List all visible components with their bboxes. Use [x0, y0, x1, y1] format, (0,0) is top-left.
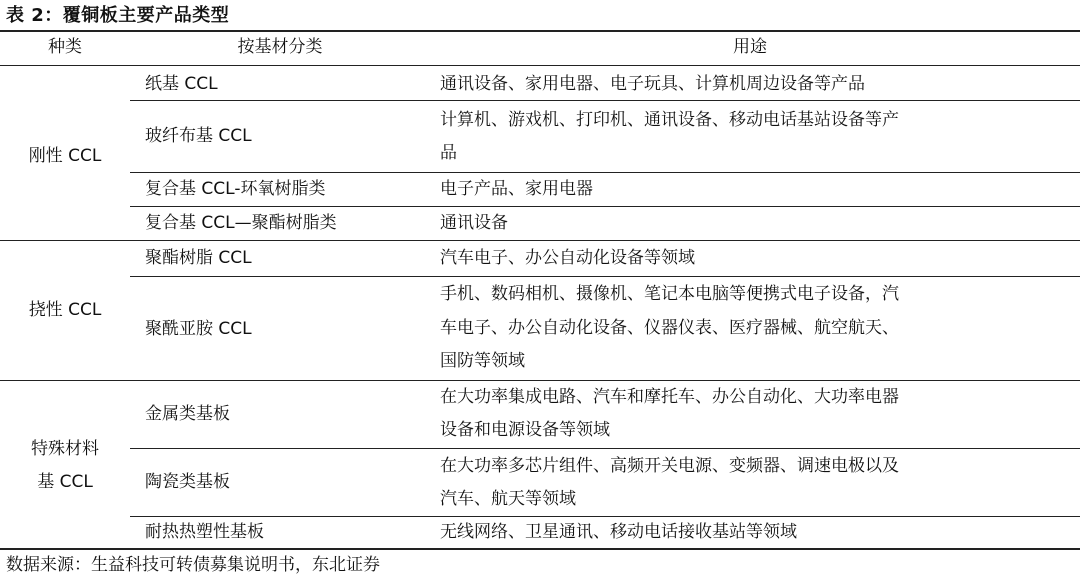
data-source-note: 数据来源：生益科技可转债募集说明书，东北证券: [6, 555, 380, 575]
usage-composite-polyester: 通讯设备: [440, 213, 508, 233]
usage-ceramic-line2: 汽车、航天等领域: [440, 489, 576, 509]
row-divider: [130, 516, 1080, 517]
header-substrate: 按基材分类: [237, 37, 323, 57]
substrate-ceramic: 陶瓷类基板: [145, 472, 230, 492]
row-divider: [130, 448, 1080, 449]
substrate-composite-epoxy: 复合基 CCL-环氧树脂类: [145, 179, 326, 199]
usage-composite-epoxy: 电子产品、家用电器: [440, 179, 593, 199]
group-divider: [0, 380, 1080, 381]
usage-paper: 通讯设备、家用电器、电子玩具、计算机周边设备等产品: [440, 74, 865, 94]
usage-ceramic-line1: 在大功率多芯片组件、高频开关电源、变频器、调速电极以及: [440, 456, 899, 476]
usage-metal-line2: 设备和电源设备等领域: [440, 420, 610, 440]
table-top-rule: [0, 30, 1080, 32]
header-category: 种类: [48, 37, 82, 57]
substrate-glass-fiber: 玻纤布基 CCL: [145, 126, 252, 146]
category-special-line1: 特殊材料: [31, 439, 99, 459]
substrate-metal: 金属类基板: [145, 404, 230, 424]
usage-glass-fiber-line1: 计算机、游戏机、打印机、通讯设备、移动电话基站设备等产: [440, 110, 899, 130]
usage-polyester-resin: 汽车电子、办公自动化设备等领域: [440, 248, 695, 268]
row-divider: [130, 206, 1080, 207]
header-usage: 用途: [733, 37, 767, 57]
substrate-polyimide: 聚酰亚胺 CCL: [145, 319, 252, 339]
usage-thermoplastic: 无线网络、卫星通讯、移动电话接收基站等领域: [440, 522, 797, 542]
table-bottom-rule: [0, 548, 1080, 550]
usage-polyimide-line1: 手机、数码相机、摄像机、笔记本电脑等便携式电子设备，汽: [440, 284, 899, 304]
category-flexible: 挠性 CCL: [28, 300, 102, 320]
substrate-composite-polyester: 复合基 CCL—聚酯树脂类: [145, 213, 337, 233]
usage-glass-fiber-line2: 品: [440, 143, 457, 163]
row-divider: [130, 172, 1080, 173]
substrate-paper: 纸基 CCL: [145, 74, 218, 94]
table-title: 表 2：覆铜板主要产品类型: [6, 5, 230, 26]
category-special-line2: 基 CCL: [37, 472, 93, 492]
row-divider: [130, 100, 1080, 101]
category-rigid: 刚性 CCL: [28, 146, 102, 166]
usage-metal-line1: 在大功率集成电路、汽车和摩托车、办公自动化、大功率电器: [440, 387, 899, 407]
substrate-thermoplastic: 耐热热塑性基板: [145, 522, 264, 542]
substrate-polyester-resin: 聚酯树脂 CCL: [145, 248, 252, 268]
row-divider: [130, 276, 1080, 277]
header-rule: [0, 65, 1080, 66]
group-divider: [0, 240, 1080, 241]
usage-polyimide-line2: 车电子、办公自动化设备、仪器仪表、医疗器械、航空航天、: [440, 318, 899, 338]
usage-polyimide-line3: 国防等领域: [440, 351, 525, 371]
